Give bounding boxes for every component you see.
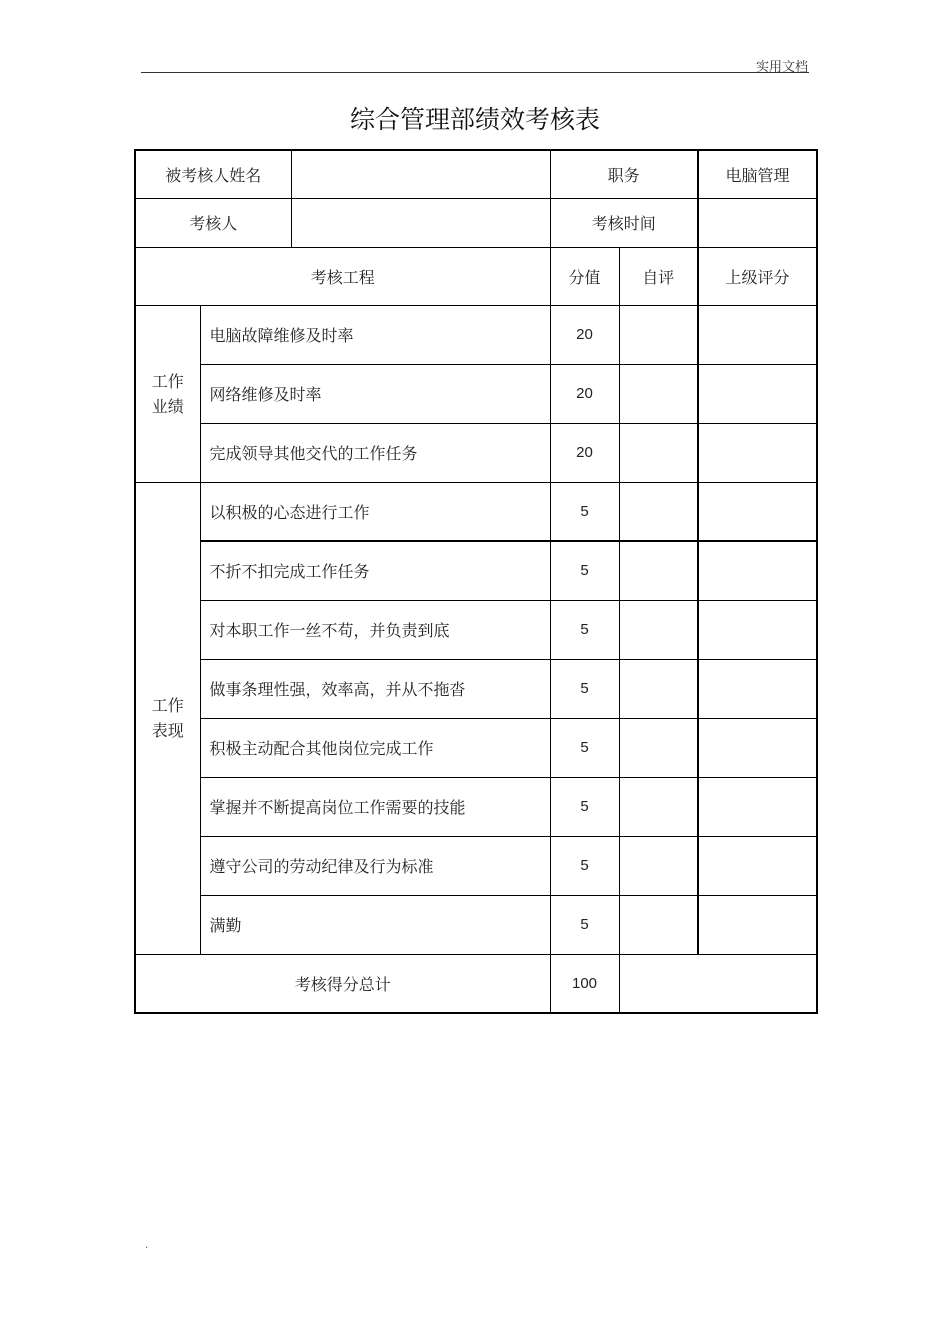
superior-score-cell[interactable] — [698, 777, 817, 836]
position-value: 电脑管理 — [698, 150, 817, 198]
group-label-performance: 工作 业绩 — [135, 305, 200, 482]
header-text: 实用文档 — [755, 60, 808, 75]
time-label: 考核时间 — [550, 198, 698, 247]
total-label: 考核得分总计 — [135, 954, 550, 1013]
superior-score-cell[interactable] — [698, 482, 817, 541]
column-header-row — [135, 247, 817, 305]
item-name: 网络维修及时率 — [200, 364, 550, 423]
table-row — [135, 600, 817, 659]
self-score-cell[interactable] — [619, 895, 698, 954]
item-score: 5 — [550, 482, 619, 541]
time-value-cell[interactable] — [698, 198, 817, 247]
superior-score-cell[interactable] — [698, 305, 817, 364]
item-name: 不折不扣完成工作任务 — [200, 541, 550, 600]
table-row — [135, 541, 817, 600]
col-header-superior: 上级评分 — [698, 247, 817, 305]
self-score-cell[interactable] — [619, 423, 698, 482]
item-name: 积极主动配合其他岗位完成工作 — [200, 718, 550, 777]
item-score: 20 — [550, 423, 619, 482]
item-name: 对本职工作一丝不苟，并负责到底 — [200, 600, 550, 659]
item-score: 5 — [550, 718, 619, 777]
superior-score-cell[interactable] — [698, 718, 817, 777]
superior-score-cell[interactable] — [698, 659, 817, 718]
item-score: 20 — [550, 305, 619, 364]
self-score-cell[interactable] — [619, 718, 698, 777]
self-score-cell[interactable] — [619, 777, 698, 836]
footer-mark: . — [145, 1240, 149, 1251]
item-score: 5 — [550, 541, 619, 600]
item-name: 完成领导其他交代的工作任务 — [200, 423, 550, 482]
item-score: 5 — [550, 836, 619, 895]
item-score: 5 — [550, 777, 619, 836]
name-label: 被考核人姓名 — [135, 150, 291, 198]
position-label: 职务 — [550, 150, 698, 198]
table-row — [135, 305, 817, 364]
col-header-score: 分值 — [550, 247, 619, 305]
col-header-item: 考核工程 — [135, 247, 550, 305]
assessor-label: 考核人 — [135, 198, 291, 247]
item-score: 5 — [550, 895, 619, 954]
superior-score-cell[interactable] — [698, 600, 817, 659]
table-row — [135, 659, 817, 718]
table-row — [135, 364, 817, 423]
group-label-conduct: 工作 表现 — [135, 482, 200, 954]
table-row — [135, 777, 817, 836]
assessor-value-cell[interactable] — [291, 198, 550, 247]
self-score-cell[interactable] — [619, 364, 698, 423]
superior-score-cell[interactable] — [698, 895, 817, 954]
superior-score-cell[interactable] — [698, 364, 817, 423]
header-rule — [141, 72, 809, 73]
table-row — [135, 718, 817, 777]
superior-score-cell[interactable] — [698, 541, 817, 600]
item-score: 5 — [550, 600, 619, 659]
item-name: 遵守公司的劳动纪律及行为标准 — [200, 836, 550, 895]
info-row-2 — [135, 198, 817, 247]
self-score-cell[interactable] — [619, 836, 698, 895]
table-row — [135, 423, 817, 482]
self-score-cell[interactable] — [619, 541, 698, 600]
self-score-cell[interactable] — [619, 305, 698, 364]
table-row — [135, 836, 817, 895]
item-name: 电脑故障维修及时率 — [200, 305, 550, 364]
assessment-table — [134, 149, 818, 1014]
item-name: 掌握并不断提高岗位工作需要的技能 — [200, 777, 550, 836]
item-score: 5 — [550, 659, 619, 718]
item-name: 以积极的心态进行工作 — [200, 482, 550, 541]
self-score-cell[interactable] — [619, 659, 698, 718]
item-score: 20 — [550, 364, 619, 423]
item-name: 做事条理性强，效率高，并从不拖沓 — [200, 659, 550, 718]
superior-score-cell[interactable] — [698, 836, 817, 895]
col-header-self: 自评 — [619, 247, 698, 305]
superior-score-cell[interactable] — [698, 423, 817, 482]
info-row-1 — [135, 150, 817, 198]
document-title: 综合管理部绩效考核表 — [349, 105, 600, 134]
total-score: 100 — [550, 954, 619, 1013]
name-value-cell[interactable] — [291, 150, 550, 198]
self-score-cell[interactable] — [619, 600, 698, 659]
self-score-cell[interactable] — [619, 482, 698, 541]
item-name: 满勤 — [200, 895, 550, 954]
total-row — [135, 954, 817, 1013]
table-row — [135, 482, 817, 541]
total-result-cell[interactable] — [619, 954, 817, 1013]
table-row — [135, 895, 817, 954]
